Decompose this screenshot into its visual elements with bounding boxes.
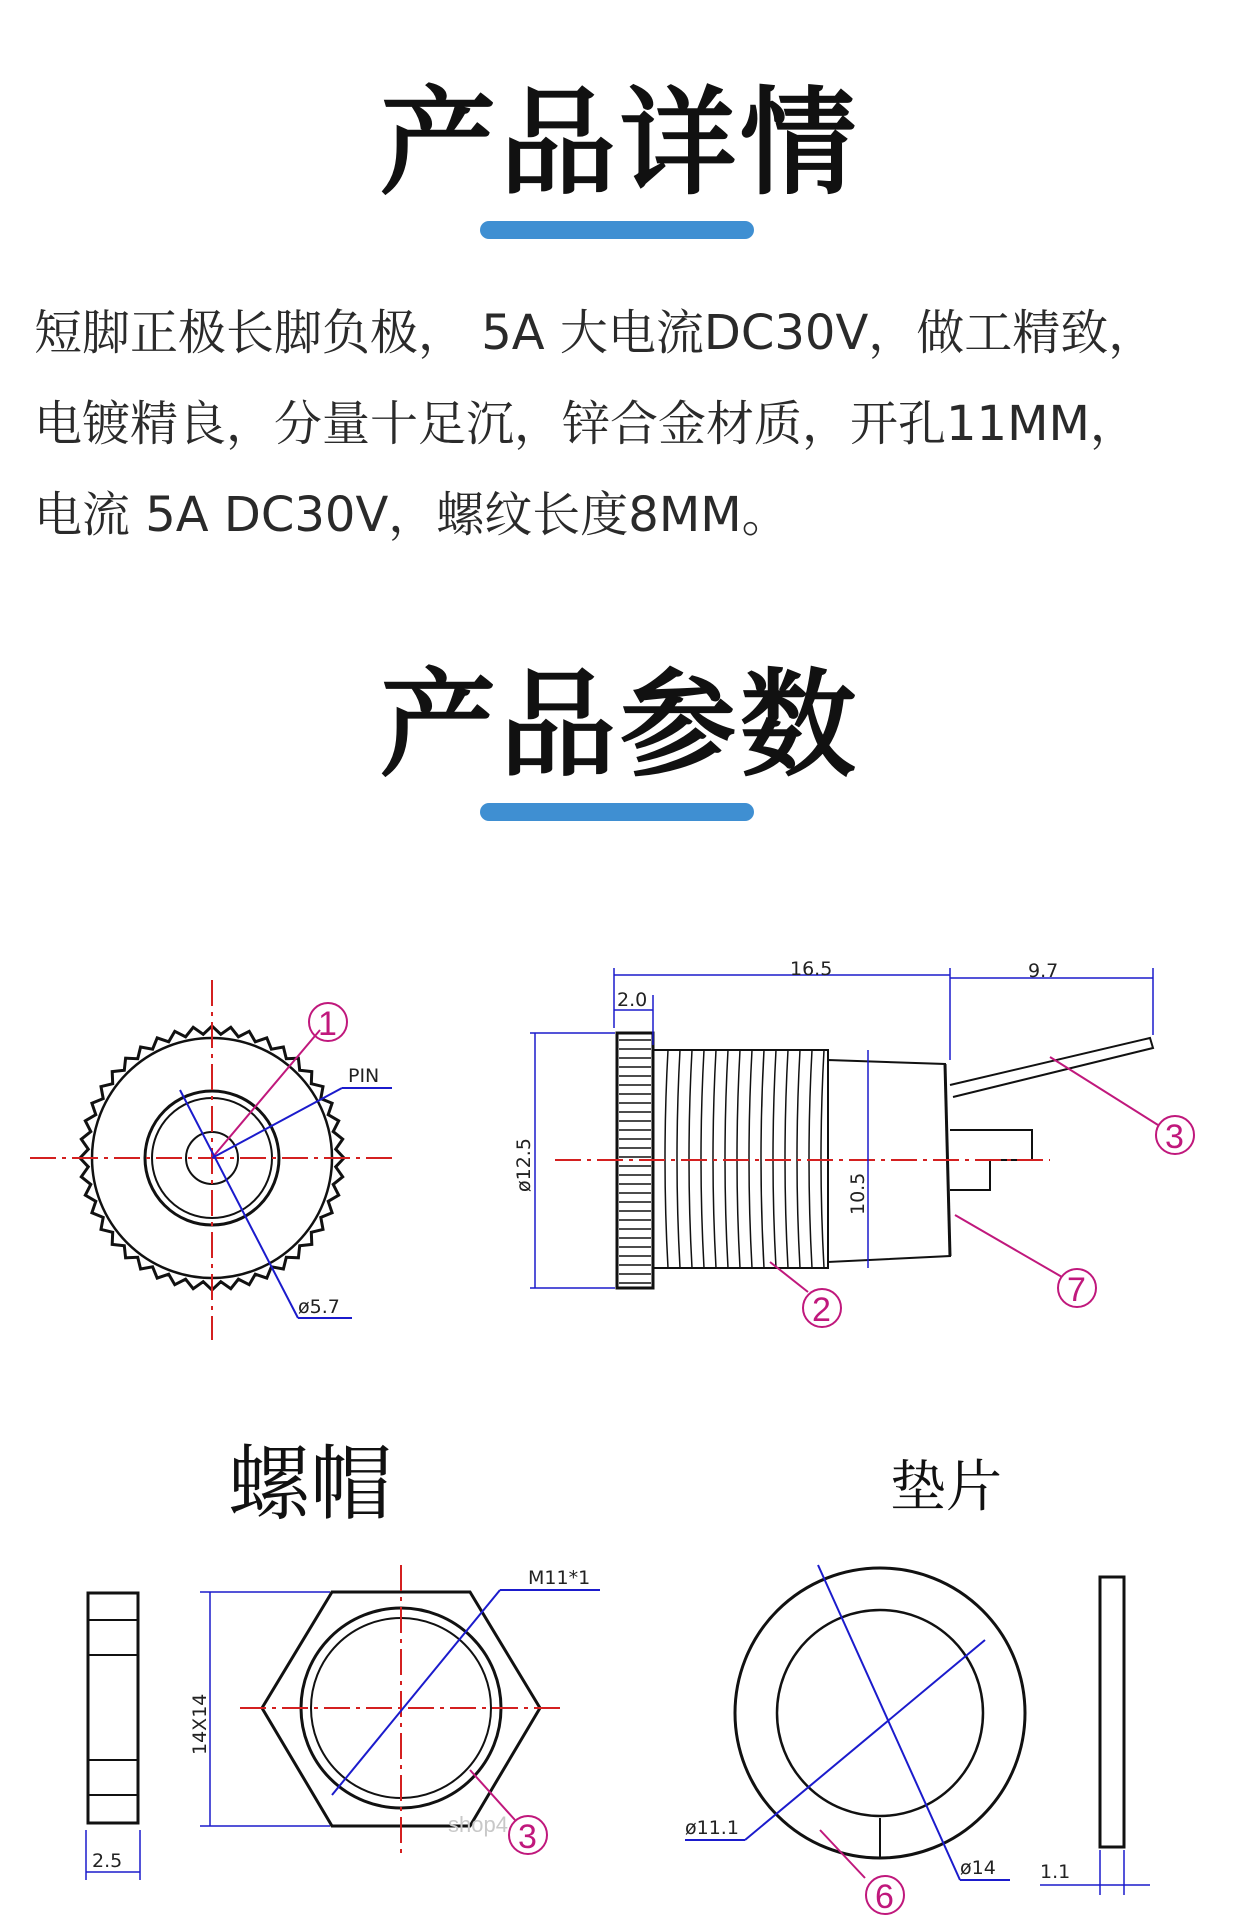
description-line: 电镀精良，分量十足沉，锌合金材质，开孔11MM， bbox=[34, 396, 1138, 452]
callout-leader bbox=[1050, 1057, 1158, 1125]
nut-profile bbox=[88, 1593, 138, 1823]
pin-label: PIN bbox=[348, 1065, 380, 1087]
callout-2: 2 bbox=[812, 1291, 831, 1329]
washer-od-leader bbox=[818, 1565, 960, 1880]
thread-line bbox=[761, 1050, 764, 1268]
callout-leader bbox=[820, 1830, 865, 1878]
nut-size-label: 14X14 bbox=[189, 1693, 211, 1755]
dim-2-0: 2.0 bbox=[617, 989, 648, 1011]
washer-profile bbox=[1100, 1577, 1124, 1847]
callout-leader bbox=[770, 1262, 808, 1292]
thread-line bbox=[749, 1050, 752, 1268]
thread-line bbox=[677, 1050, 680, 1268]
thread-line bbox=[665, 1050, 668, 1268]
washer-callout-6: 6 bbox=[875, 1878, 894, 1916]
dim-thread: 10.5 bbox=[847, 1172, 869, 1215]
callout-3: 3 bbox=[1165, 1118, 1184, 1156]
nut-callout-3: 3 bbox=[518, 1818, 537, 1856]
callout-7: 7 bbox=[1067, 1271, 1086, 1309]
dim-9-7: 9.7 bbox=[1028, 960, 1059, 982]
washer-outer bbox=[735, 1568, 1025, 1858]
callout-leader bbox=[955, 1215, 1062, 1277]
params-section-title: 产品参数 bbox=[380, 658, 860, 793]
washer-inner-dia: ø11.1 bbox=[685, 1817, 739, 1839]
dim-outer-dia: ø12.5 bbox=[513, 1138, 535, 1192]
dim-16-5: 16.5 bbox=[790, 958, 833, 980]
nut-thread-label: M11*1 bbox=[528, 1567, 591, 1589]
long-pin bbox=[950, 1038, 1153, 1097]
front-view bbox=[30, 980, 395, 1340]
nut-title: 螺帽 bbox=[228, 1437, 393, 1532]
description-line: 电流 5A DC30V，螺纹长度8MM。 bbox=[34, 487, 790, 543]
side-view bbox=[513, 958, 1194, 1329]
nut-thread-leader bbox=[332, 1590, 500, 1795]
rear-body bbox=[828, 1060, 950, 1262]
washer-inner bbox=[777, 1610, 983, 1816]
description-line: 短脚正极长脚负极， 5A 大电流DC30V，做工精致， bbox=[34, 305, 1157, 361]
nut-thickness: 2.5 bbox=[92, 1850, 123, 1872]
washer-drawing bbox=[685, 1455, 1150, 1916]
detail-section-title: 产品详情 bbox=[380, 76, 860, 211]
dia-label: ø5.7 bbox=[298, 1296, 340, 1318]
washer-outer-dia: ø14 bbox=[960, 1857, 996, 1879]
washer-thickness: 1.1 bbox=[1040, 1861, 1071, 1883]
washer-title: 垫片 bbox=[890, 1455, 1002, 1520]
watermark: shop4 bbox=[448, 1812, 508, 1837]
callout-1: 1 bbox=[318, 1005, 337, 1043]
nut-drawing bbox=[86, 1437, 600, 1880]
